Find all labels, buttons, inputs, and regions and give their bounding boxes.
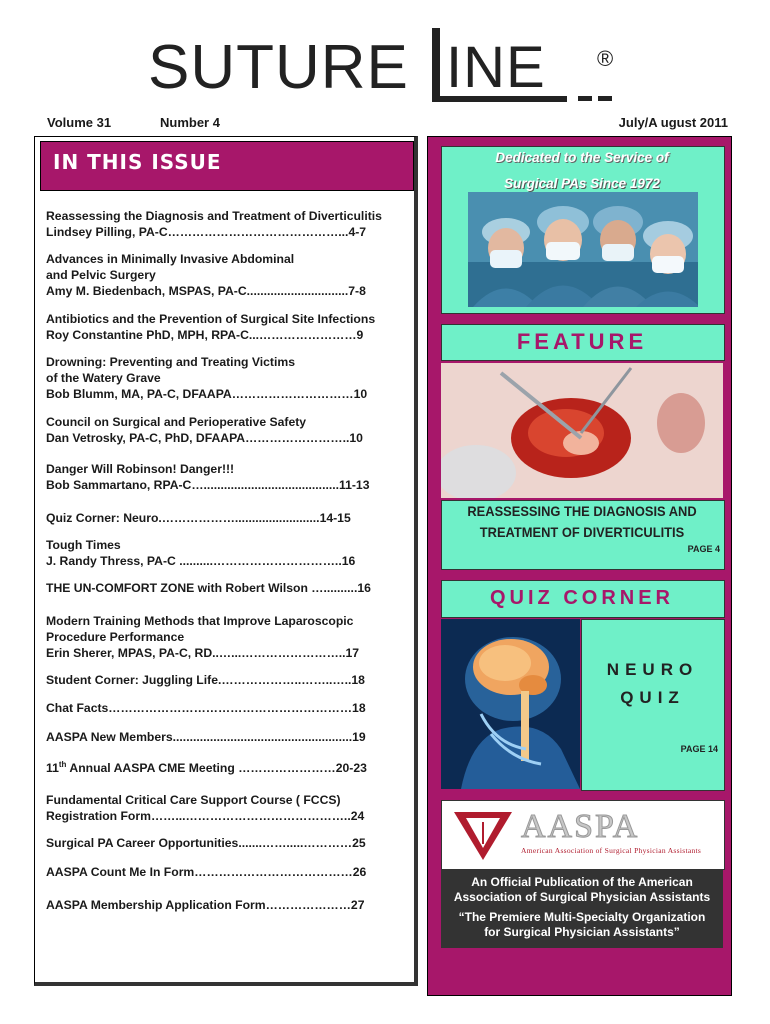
- neuro-anatomy-image: [441, 619, 580, 789]
- toc-line: Roy Constantine PhD, MPH, RPA-C...……………………9: [46, 328, 364, 342]
- feature-title-line-2: TREATMENT OF DIVERTICULITIS: [479, 524, 685, 540]
- toc-line: J. Randy Thress, PA-C ..........…………………………..16: [46, 554, 356, 568]
- dedication-line-2: Surgical PAs Since 1972: [504, 176, 660, 191]
- toc-line: THE UN-COMFORT ZONE with Robert Wilson …..........16: [46, 581, 371, 595]
- toc-entry-drowning[interactable]: [46, 354, 367, 402]
- masthead-dash: [598, 96, 612, 101]
- toc-line: Drowning: Preventing and Treating Victims: [46, 355, 295, 369]
- publication-line-1: An Official Publication of the American: [471, 875, 693, 889]
- toc-entry-council[interactable]: [46, 414, 363, 446]
- surgery-photo: [441, 363, 723, 498]
- toc-entry-student-corner[interactable]: [46, 672, 365, 688]
- surgeons-photo: [468, 192, 698, 307]
- toc-ordinal: 11: [46, 761, 59, 775]
- toc-line: Quiz Corner: Neuro.……………….........................14-15: [46, 511, 351, 525]
- toc-heading: IN THIS ISSUE: [53, 150, 222, 174]
- dedication-line-1: Dedicated to the Service of: [495, 150, 669, 165]
- neuro-quiz-word-1: NEURO: [606, 660, 699, 679]
- toc-line: Amy M. Biedenbach, MSPAS, PA-C..............................7-8: [46, 284, 366, 298]
- aaspa-full-name: American Association of Surgical Physician Assistants: [521, 846, 702, 855]
- masthead-dash: [578, 96, 592, 101]
- toc-line: Chat Facts……………………………………………………18: [46, 701, 366, 715]
- toc-line: Bob Sammartano, RPA-C…........................................11-13: [46, 478, 370, 492]
- toc-entry-quiz-corner[interactable]: [46, 510, 351, 526]
- toc-line: Dan Vetrosky, PA-C, PhD, DFAAPA……………………..10: [46, 431, 363, 445]
- feature-page-ref: PAGE 4: [687, 544, 720, 554]
- toc-line: Surgical PA Career Opportunities.......…….....…………25: [46, 836, 366, 850]
- quiz-page-ref: PAGE 14: [680, 744, 718, 754]
- registered-mark: ®: [597, 46, 614, 71]
- toc-line: Procedure Performance: [46, 630, 185, 644]
- toc-line: Student Corner: Juggling Life.………………..……..…..18: [46, 673, 365, 687]
- neuro-quiz-word-2: QUIZ: [620, 688, 685, 707]
- masthead-l-stem: [432, 28, 440, 100]
- toc-line: AASPA Membership Application Form…………………27: [46, 898, 365, 912]
- aaspa-emblem-icon: [452, 810, 514, 862]
- toc-line: of the Watery Grave: [46, 371, 161, 385]
- toc-entry-membership[interactable]: [46, 897, 365, 913]
- toc-line: AASPA Count Me In Form…………………………………26: [46, 865, 367, 879]
- toc-line: Fundamental Critical Care Support Course ( FCCS): [46, 793, 341, 807]
- toc-line: Advances in Minimally Invasive Abdominal: [46, 252, 295, 266]
- toc-line: Antibiotics and the Prevention of Surgical Site Infections: [46, 312, 376, 326]
- toc-line: Tough Times: [46, 538, 121, 552]
- toc-entry-cme-meeting[interactable]: [46, 760, 367, 776]
- toc-line: Council on Surgical and Perioperative Safety: [46, 415, 307, 429]
- issue-date: July/A ugust 2011: [618, 115, 728, 130]
- toc-entry-danger[interactable]: [46, 461, 370, 493]
- toc-line: Registration Form……...…………………………………..24: [46, 809, 365, 823]
- toc-line: Bob Blumm, MA, PA-C, DFAAPA…………………………10: [46, 387, 368, 401]
- toc-entry-diverticulitis[interactable]: [46, 208, 382, 240]
- toc-entry-fccs[interactable]: [46, 792, 364, 824]
- publication-line-2: Association of Surgical Physician Assistants: [453, 890, 711, 904]
- toc-ordinal-suffix: th: [58, 759, 67, 769]
- toc-line: Modern Training Methods that Improve Laparoscopic: [46, 614, 354, 628]
- toc-entry-new-members[interactable]: [46, 729, 366, 745]
- toc-line: Danger Will Robinson! Danger!!!: [46, 462, 235, 476]
- feature-label: FEATURE: [516, 329, 648, 354]
- toc-entry-tough-times[interactable]: [46, 537, 355, 569]
- toc-line: and Pelvic Surgery: [46, 268, 156, 282]
- aaspa-wordmark: AASPA: [521, 808, 640, 845]
- toc-line: Erin Sherer, MPAS, PA-C, RD..…...……………………..17: [46, 646, 360, 660]
- toc-entry-career[interactable]: [46, 835, 366, 851]
- motto-line-2: for Surgical Physician Assistants”: [484, 925, 680, 939]
- quiz-corner-label: QUIZ CORNER: [490, 587, 674, 609]
- toc-line: Lindsey Pilling, PA-C……………………………………...4-7: [46, 225, 367, 239]
- toc-line: Annual AASPA CME Meeting ……………………20-23: [66, 761, 367, 775]
- toc-line: AASPA New Members.....................................................19: [46, 730, 366, 744]
- number-label: Number 4: [160, 115, 220, 130]
- masthead-title-ine: INE: [446, 35, 546, 100]
- toc-line: Reassessing the Diagnosis and Treatment of Diverticulitis: [46, 209, 382, 223]
- toc-entry-laparoscopic[interactable]: [46, 613, 359, 661]
- toc-entry-uncomfort-zone[interactable]: [46, 580, 371, 596]
- motto-line-1: “The Premiere Multi-Specialty Organization: [458, 910, 706, 924]
- toc-entry-minimally-invasive[interactable]: [46, 251, 366, 299]
- toc-entry-antibiotics[interactable]: [46, 311, 375, 343]
- toc-entry-count-me-in[interactable]: [46, 864, 366, 880]
- volume-label: Volume 31: [47, 115, 112, 130]
- toc-entry-chat-facts[interactable]: [46, 700, 366, 716]
- masthead-title-suture: SUTURE: [148, 33, 409, 102]
- feature-title-line-1: REASSESSING THE DIAGNOSIS AND: [467, 503, 697, 519]
